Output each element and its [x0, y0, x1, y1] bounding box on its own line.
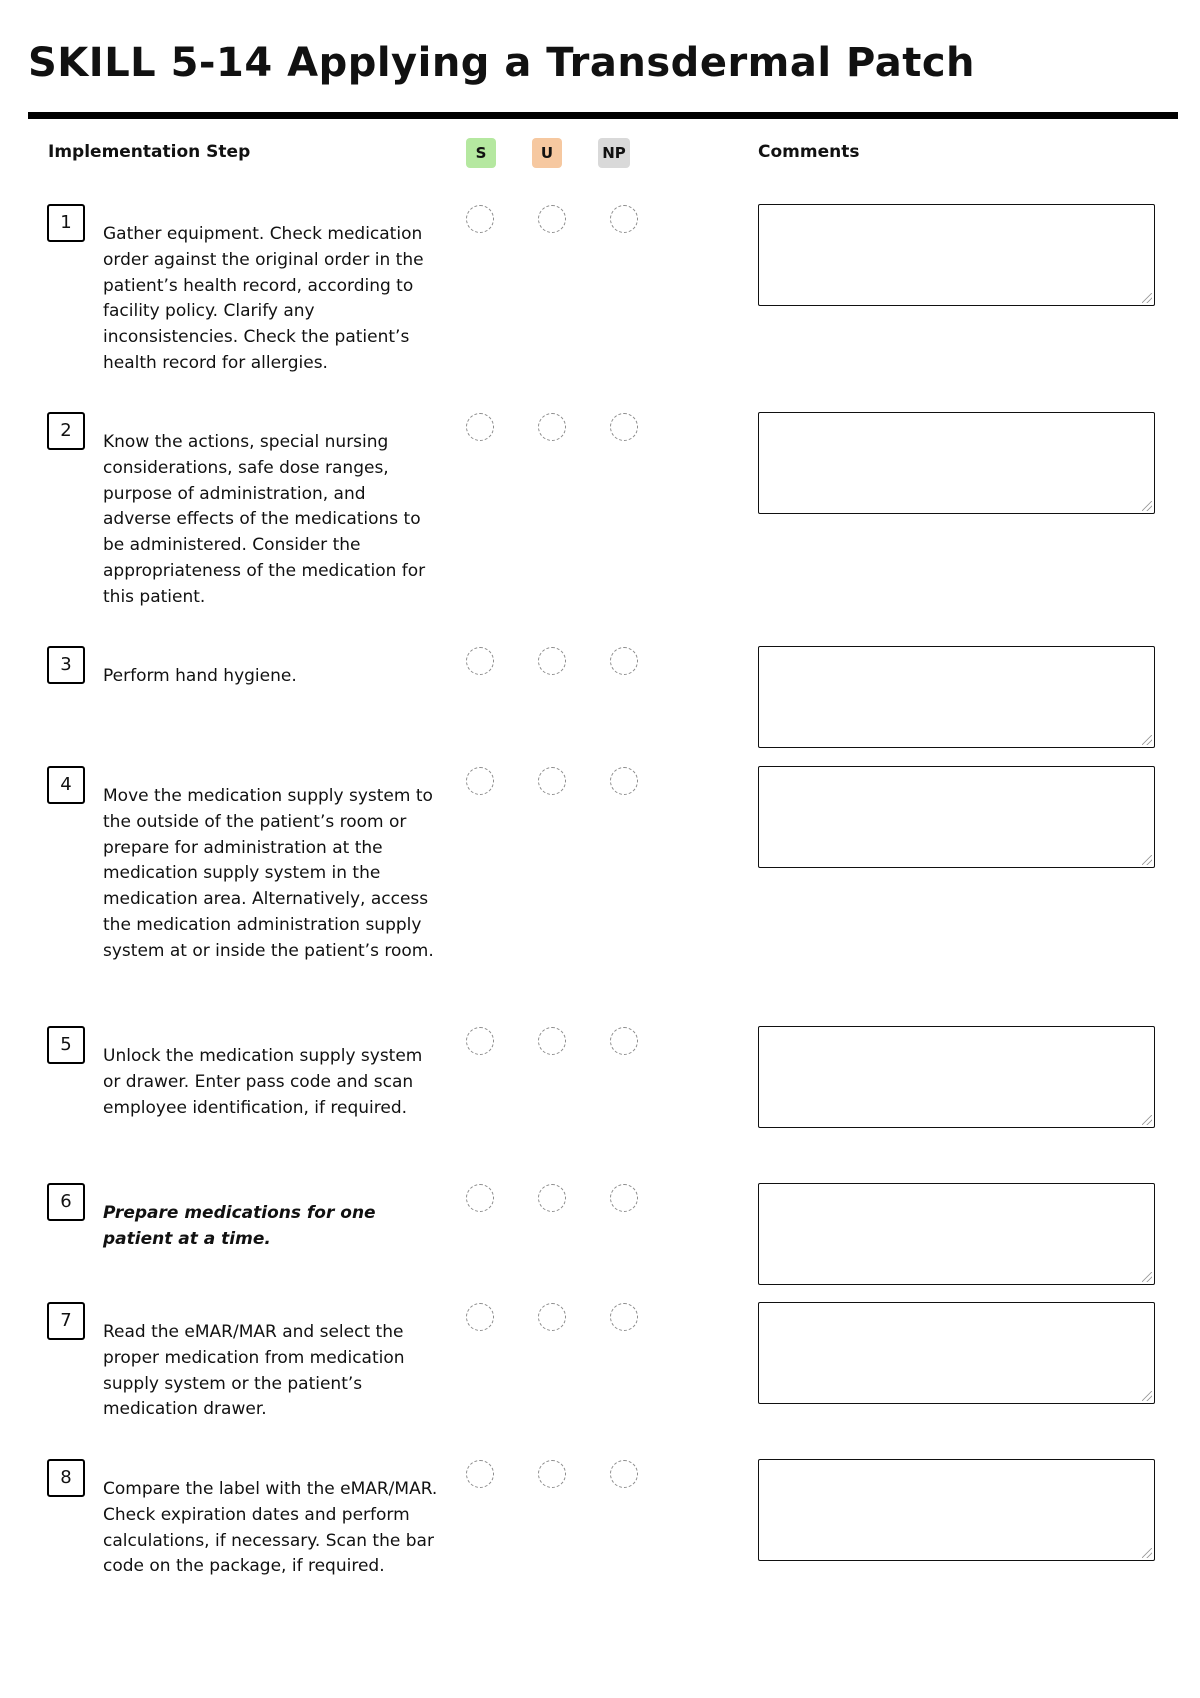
title-divider — [28, 112, 1178, 119]
rating-radio-not-performed[interactable] — [610, 205, 638, 233]
rating-radio-satisfactory[interactable] — [466, 205, 494, 233]
step-number: 3 — [47, 646, 85, 684]
rating-radio-satisfactory[interactable] — [466, 1027, 494, 1055]
step-text: Move the medication supply system to the outside of the patient’s room or prepare for administration at the medication supply system in the medication area. Alternatively, access the medication administration supply system at or inside the patient’s room. — [103, 786, 434, 961]
rating-radio-not-performed[interactable] — [610, 1303, 638, 1331]
page-title: SKILL 5-14 Applying a Transdermal Patch — [28, 40, 976, 86]
rating-radio-unsatisfactory[interactable] — [538, 1460, 566, 1488]
step-number: 4 — [47, 766, 85, 804]
step-number: 5 — [47, 1026, 85, 1064]
resize-grip-icon[interactable] — [1142, 1548, 1152, 1558]
step-number: 8 — [47, 1459, 85, 1497]
step-text: Perform hand hygiene. — [103, 666, 297, 686]
comment-textarea[interactable] — [758, 766, 1155, 868]
rating-radio-satisfactory[interactable] — [466, 1460, 494, 1488]
step-text: Compare the label with the eMAR/MAR. Check expiration dates and perform calculations, if necessary. Scan the bar code on the package, if required. — [103, 1479, 438, 1577]
step-number: 6 — [47, 1183, 85, 1221]
checklist-header — [0, 138, 1200, 170]
comment-textarea[interactable] — [758, 1302, 1155, 1404]
step-text: Unlock the medication supply system or drawer. Enter pass code and scan employee identification, if required. — [103, 1046, 423, 1118]
resize-grip-icon[interactable] — [1142, 501, 1152, 511]
implementation-step-heading: Implementation Step — [48, 142, 251, 162]
rating-radio-satisfactory[interactable] — [466, 1184, 494, 1212]
step-text: Read the eMAR/MAR and select the proper medication from medication supply system or the patient’s medication drawer. — [103, 1322, 405, 1420]
rating-radio-unsatisfactory[interactable] — [538, 413, 566, 441]
comment-textarea[interactable] — [758, 1459, 1155, 1561]
step-text: Prepare medications for one patient at a time. — [103, 1203, 376, 1249]
rating-radio-unsatisfactory[interactable] — [538, 1184, 566, 1212]
comment-textarea[interactable] — [758, 1183, 1155, 1285]
step-text: Gather equipment. Check medication order against the original order in the patient’s health record, according to facility policy. Clarify any inconsistencies. Check the patient’s health record for allergies. — [103, 224, 424, 373]
rating-radio-satisfactory[interactable] — [466, 413, 494, 441]
rating-radio-unsatisfactory[interactable] — [538, 767, 566, 795]
resize-grip-icon[interactable] — [1142, 293, 1152, 303]
rating-radio-satisfactory[interactable] — [466, 647, 494, 675]
step-text: Know the actions, special nursing considerations, safe dose ranges, purpose of administration, and adverse effects of the medications to be administered. Consider the appropriateness of the medication for this patient. — [103, 432, 426, 607]
resize-grip-icon[interactable] — [1142, 1272, 1152, 1282]
rating-radio-unsatisfactory[interactable] — [538, 1027, 566, 1055]
step-number: 2 — [47, 412, 85, 450]
rating-radio-unsatisfactory[interactable] — [538, 647, 566, 675]
step-number: 1 — [47, 204, 85, 242]
resize-grip-icon[interactable] — [1142, 1391, 1152, 1401]
rating-radio-not-performed[interactable] — [610, 413, 638, 441]
rating-badge-satisfactory: S — [466, 138, 496, 168]
comment-textarea[interactable] — [758, 1026, 1155, 1128]
rating-radio-not-performed[interactable] — [610, 1027, 638, 1055]
rating-radio-not-performed[interactable] — [610, 647, 638, 675]
rating-radio-unsatisfactory[interactable] — [538, 1303, 566, 1331]
rating-radio-unsatisfactory[interactable] — [538, 205, 566, 233]
step-number: 7 — [47, 1302, 85, 1340]
comments-heading: Comments — [758, 142, 860, 162]
resize-grip-icon[interactable] — [1142, 735, 1152, 745]
rating-radio-satisfactory[interactable] — [466, 1303, 494, 1331]
resize-grip-icon[interactable] — [1142, 855, 1152, 865]
rating-radio-not-performed[interactable] — [610, 767, 638, 795]
resize-grip-icon[interactable] — [1142, 1115, 1152, 1125]
rating-badge-unsatisfactory: U — [532, 138, 562, 168]
comment-textarea[interactable] — [758, 204, 1155, 306]
rating-radio-not-performed[interactable] — [610, 1184, 638, 1212]
comment-textarea[interactable] — [758, 412, 1155, 514]
rating-badge-not-performed: NP — [598, 138, 630, 168]
comment-textarea[interactable] — [758, 646, 1155, 748]
rating-radio-satisfactory[interactable] — [466, 767, 494, 795]
rating-radio-not-performed[interactable] — [610, 1460, 638, 1488]
